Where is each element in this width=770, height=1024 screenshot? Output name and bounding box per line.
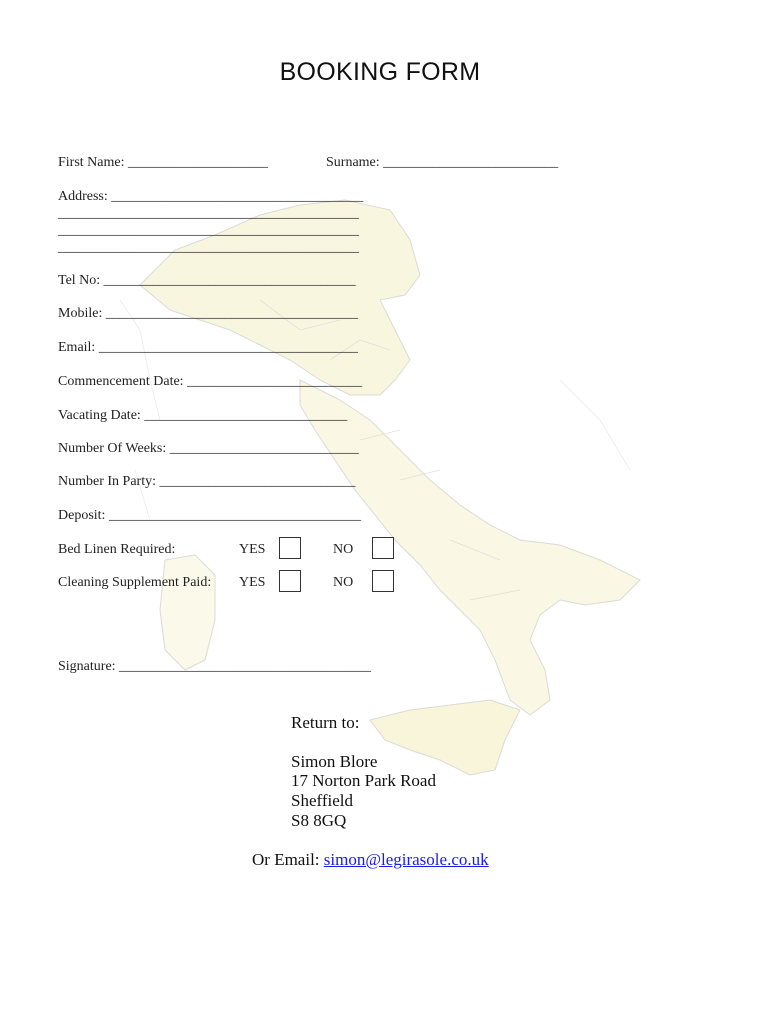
page-title: BOOKING FORM [279,58,481,86]
number-in-party-field[interactable]: Number In Party: ____________________________ [58,474,356,489]
cleaning-yes-label: YES [239,575,266,590]
cleaning-no-label: NO [333,575,354,590]
tel-field[interactable]: Tel No: ____________________________________ [58,273,356,288]
return-city: Sheffield [291,791,354,810]
bed-linen-label: Bed Linen Required: [58,542,176,557]
vacating-date-field[interactable]: Vacating Date: _____________________________ [58,408,348,423]
cleaning-supplement-label: Cleaning Supplement Paid: [58,575,212,590]
return-street: 17 Norton Park Road [291,771,436,790]
bed-linen-yes-checkbox[interactable] [279,537,301,559]
bed-linen-no-label: NO [333,542,354,557]
bed-linen-no-checkbox[interactable] [372,537,394,559]
email-prefix: Or Email: [252,850,320,869]
email-line [252,850,489,870]
return-name: Simon Blore [291,752,378,771]
address-field[interactable]: Address: ____________________________________ [58,189,364,204]
address-line-4[interactable]: ___________________________________________ [58,240,359,255]
signature-field[interactable]: Signature: ____________________________________ [58,659,372,674]
deposit-field[interactable]: Deposit: ____________________________________ [58,508,361,523]
address-line-3[interactable]: ___________________________________________ [58,223,359,238]
commencement-date-field[interactable]: Commencement Date: _________________________ [58,374,363,389]
cleaning-no-checkbox[interactable] [372,570,394,592]
email-field[interactable]: Email: _____________________________________ [58,340,358,355]
first-name-field[interactable]: First Name: ____________________ [58,155,268,170]
bed-linen-yes-label: YES [239,542,266,557]
return-postcode: S8 8GQ [291,811,347,830]
email-link[interactable]: simon@legirasole.co.uk [323,850,489,869]
number-of-weeks-field[interactable]: Number Of Weeks: ___________________________ [58,441,359,456]
return-heading: Return to: [291,713,360,732]
surname-field[interactable]: Surname: _________________________ [326,155,559,170]
cleaning-yes-checkbox[interactable] [279,570,301,592]
address-line-2[interactable]: ___________________________________________ [58,206,359,221]
mobile-field[interactable]: Mobile: ____________________________________ [58,306,358,321]
